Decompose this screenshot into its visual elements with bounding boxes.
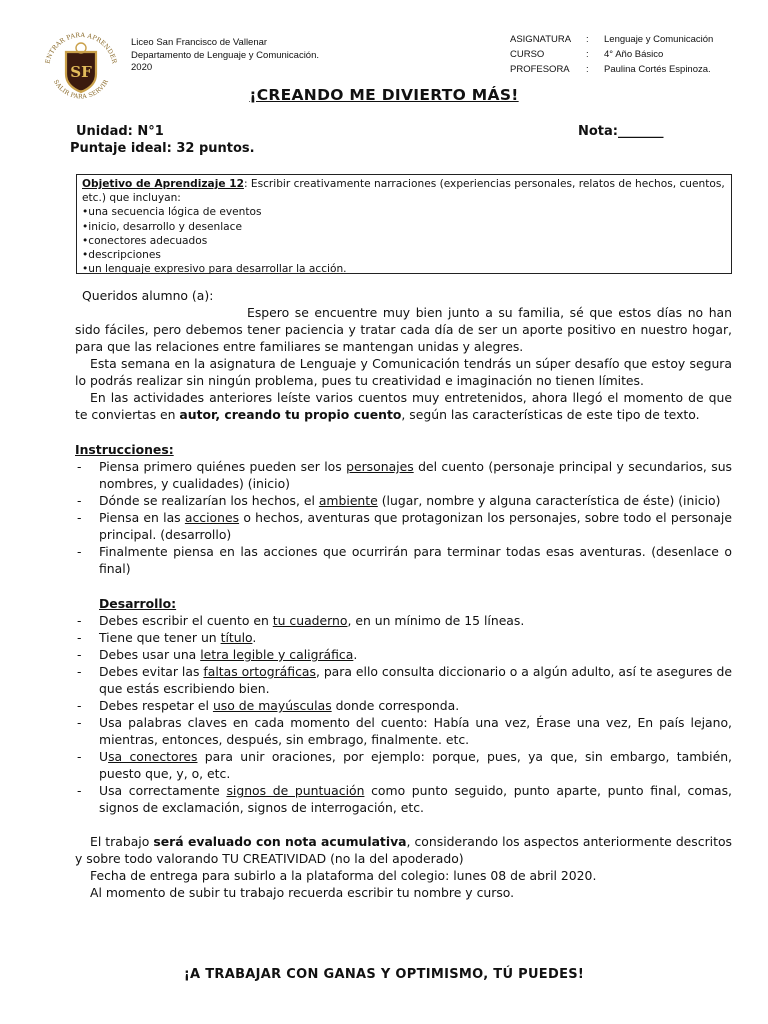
logo-emblem: SF	[70, 63, 92, 81]
document-body	[75, 304, 732, 901]
school-name: Liceo San Francisco de Vallenar	[131, 37, 268, 48]
school-info	[131, 37, 319, 75]
logo-bottom-text: SALIR PARA SERVIR	[52, 78, 110, 101]
list-item: - Usa correctamente signos de puntuación como punto seguido, punto aparte, punto final, comas, signos de exclamación, signos de interrogación, etc.	[75, 782, 732, 816]
objective-text: : Escribir creativamente narraciones (experiencias personales, relatos de hechos, cuentos, etc.) que incluyan:	[82, 178, 725, 205]
list-item: - Tiene que tener un título.	[75, 629, 732, 646]
list-item: - Piensa primero quiénes pueden ser los personajes del cuento (personaje principal y secundarios, sus nombres, y cualidades) (inicio)	[75, 458, 732, 492]
paragraph-task-text: En las actividades anteriores leíste varios cuentos muy entretenidos, ahora llegó el momento de que te conviertas en	[75, 390, 732, 422]
instructions-list	[75, 458, 732, 577]
meta-sep: :	[586, 64, 589, 75]
objective-item: •inicio, desarrollo y desenlace	[82, 220, 243, 233]
objective-statement	[82, 177, 726, 205]
list-item: - Finalmente piensa en las acciones que ocurrirán para terminar todas esas aventuras. (desenlace o final)	[75, 543, 732, 577]
list-item: - Usa palabras claves en cada momento del cuento: Había una vez, Érase una vez, En país lejano, mientras, entonces, después, sin embrago, finalmente. etc.	[75, 714, 732, 748]
instructions-title: Instrucciones:	[75, 442, 174, 457]
list-item: - Piensa en las acciones o hechos, aventuras que protagonizan los personajes, sobre todo el personaje principal. (desarrollo)	[75, 509, 732, 543]
meta-key: PROFESORA	[510, 64, 570, 75]
grade-field: Nota:_______	[578, 124, 664, 139]
submission-note: Al momento de subir tu trabajo recuerda escribir tu nombre y curso.	[90, 885, 515, 900]
unit-label: Unidad: N°1	[76, 124, 164, 139]
meta-row-asignatura	[510, 32, 713, 47]
objective-label: Objetivo de Aprendizaje 12	[82, 178, 244, 190]
paragraph-intro: Espero se encuentre muy bien junto a su familia, sé que estos días no han sido fáciles, pero debemos tener paciencia y tratar cada día de ser un aporte positivo en nuestro hogar, para que las relaciones entre familiares se mantengan unidas y alegres.	[75, 305, 732, 354]
paragraph-challenge: Esta semana en la asignatura de Lenguaje y Comunicación tendrás un súper desafío que estoy segura lo podrás realizar sin ningún problema, pues tu creatividad e imaginación no tienen límites.	[75, 356, 732, 388]
meta-value: 4° Año Básico	[604, 49, 664, 60]
list-item: - Debes escribir el cuento en tu cuaderno, en un mínimo de 15 líneas.	[75, 612, 732, 629]
meta-sep: :	[586, 49, 589, 60]
evaluation-emphasis: será evaluado con nota acumulativa	[153, 834, 407, 849]
logo-top-text: ENTRAR PARA APRENDER	[44, 31, 118, 65]
objective-item: •descripciones	[82, 249, 161, 262]
paragraph-task	[75, 389, 732, 423]
school-year: 2020	[131, 62, 153, 73]
page-title: ¡CREANDO ME DIVIERTO MÁS!	[249, 86, 519, 104]
evaluation-paragraph: El trabajo será evaluado con nota acumulativa, considerando los aspectos anteriormente descritos y sobre todo valorando TU CREATIVIDAD (no la del apoderado)	[75, 834, 733, 866]
development-list	[75, 612, 732, 816]
paragraph-task-emphasis: autor, creando tu propio cuento	[179, 407, 402, 422]
meta-sep: :	[586, 34, 589, 45]
meta-value: Lenguaje y Comunicación	[604, 34, 714, 45]
meta-value: Paulina Cortés Espinoza.	[604, 64, 711, 75]
objective-item: •un lenguaje expresivo para desarrollar la acción.	[82, 263, 347, 276]
due-date: Fecha de entrega para subirlo a la plataforma del colegio: lunes 08 de abril 2020.	[90, 868, 597, 883]
greeting: Queridos alumno (a):	[82, 288, 214, 303]
objective-item: •conectores adecuados	[82, 234, 208, 247]
list-item: - Debes usar una letra legible y caligráfica.	[75, 646, 732, 663]
meta-row-curso	[510, 47, 713, 62]
ideal-score: Puntaje ideal: 32 puntos.	[70, 141, 255, 156]
meta-key: ASIGNATURA	[510, 34, 572, 45]
closing-message: ¡A TRABAJAR CON GANAS Y OPTIMISMO, TÚ PUEDES!	[183, 967, 585, 982]
list-item: - Usa conectores para unir oraciones, por ejemplo: porque, pues, ya que, sin embargo, también, puesto que, y, o, etc.	[75, 748, 732, 782]
meta-key: CURSO	[510, 49, 545, 60]
meta-row-profesora	[510, 62, 713, 77]
objective-item: •una secuencia lógica de eventos	[82, 206, 262, 219]
learning-objective-box	[76, 174, 732, 274]
course-meta	[510, 32, 713, 77]
list-item: - Dónde se realizarían los hechos, el ambiente (lugar, nombre y alguna característica de éste) (inicio)	[75, 492, 732, 509]
development-title: Desarrollo:	[99, 596, 177, 611]
list-item: - Debes evitar las faltas ortográficas, para ello consulta diccionario o a algún adulto, así te asegures de que estás escribiendo bien.	[75, 663, 732, 697]
department-name: Departamento de Lenguaje y Comunicación.	[131, 49, 320, 61]
paragraph-task-text: , según las características de este tipo de texto.	[401, 407, 700, 422]
list-item: - Debes respetar el uso de mayúsculas donde corresponda.	[75, 697, 732, 714]
